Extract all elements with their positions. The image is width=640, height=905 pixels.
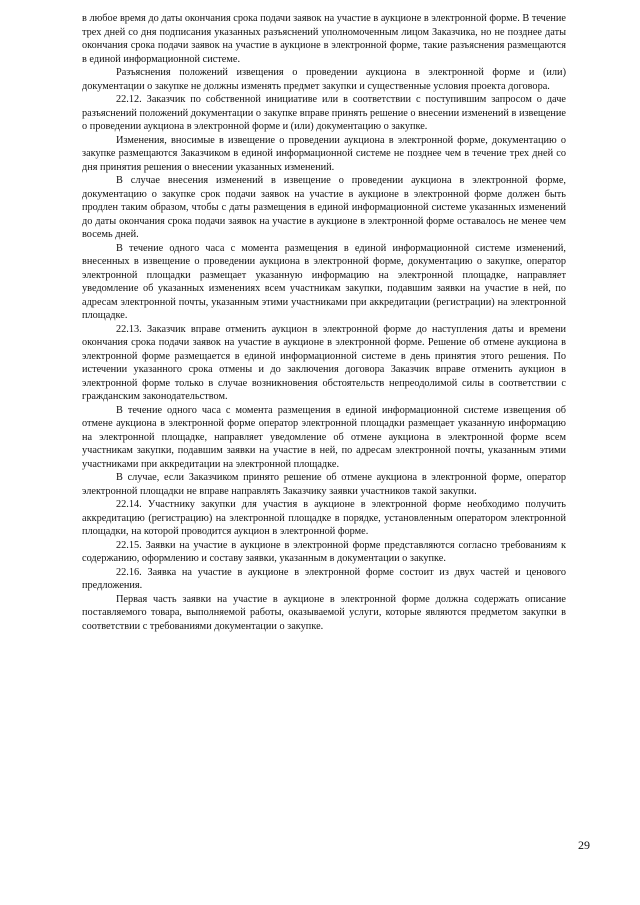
paragraph-11: 22.15. Заявки на участие в аукционе в электронной форме представляются согласно требованиям к содержанию, оформлению и составу заявки, указанным в документации о закупке.: [82, 539, 566, 564]
paragraph-13: Первая часть заявки на участие в аукционе в электронной форме должна содержать описание поставляемого товара, выполняемой работы, оказываемой услуги, которые являются предметом закупки в соответствии с требованиями документации о закупке.: [82, 593, 566, 632]
document-body: [82, 12, 566, 633]
paragraph-2: Разъяснения положений извещения о проведении аукциона в электронной форме и (или) документации о закупке не должны изменять предмет закупки и существенные условия проекта договора.: [82, 67, 566, 92]
paragraph-7: 22.13. Заказчик вправе отменить аукцион в электронной форме до наступления даты и времени окончания срока подачи заявок на участие в аукционе в электронной форме. Решение об отмене аукциона в электронной форме размещается в единой информационной системе в день принятия этого решения. По истечении указанного срока отмены и до заключения договора Заказчик вправе отменить аукцион в электронной форме только в случае возникновения обстоятельств непреодолимой силы в соответствии с гражданским законодательством.: [82, 323, 566, 402]
paragraph-1: в любое время до даты окончания срока подачи заявок на участие в аукционе в электронной форме. В течение трех дней со дня подписания указанных разъяснений уполномоченным лицом Заказчика, но не позднее даты окончания срока подачи заявок на участие в аукционе в электронной форме, такие разъяснения размещаются в единой информационной системе.: [82, 13, 566, 65]
paragraph-5: В случае внесения изменений в извещение о проведении аукциона в электронной форме, документацию о закупке срок подачи заявок на участие в аукционе в электронной форме должен быть продлен таким образом, чтобы с даты размещения в единой информационной системе указанных изменений до даты окончания срока подачи заявок на участие в аукционе в электронной форме оставалось не менее чем восемь дней.: [82, 175, 566, 240]
paragraph-12: 22.16. Заявка на участие в аукционе в электронной форме состоит из двух частей и ценового предложения.: [82, 566, 566, 591]
paragraph-4: Изменения, вносимые в извещение о проведении аукциона в электронной форме, документацию о закупке размещаются Заказчиком в единой информационной системе не позднее чем в течение трех дней со дня принятия решения о внесении указанных изменений.: [82, 134, 566, 173]
paragraph-6: В течение одного часа с момента размещения в единой информационной системе изменений, внесенных в извещение о проведении аукциона в электронной форме, документацию о закупке, оператор электронной площадки размещает указанную информацию на электронной площадке, направляет уведомление об указанных изменениях всем участникам закупки, подавшим заявки на участие в ней, по адресам электронной почты, указанным этими участниками при аккредитации (регистрации) на электронной площадке.: [82, 242, 566, 321]
paragraph-10: 22.14. Участнику закупки для участия в аукционе в электронной форме необходимо получить аккредитацию (регистрацию) на электронной площадке в порядке, установленным оператором электронной площадки, на которой проводится аукцион в электронной форме.: [82, 499, 566, 537]
paragraph-8: В течение одного часа с момента размещения в единой информационной системе извещения об отмене аукциона в электронной форме оператор электронной площадки размещает указанную информацию на электронной площадке, направляет уведомление об отмене аукциона в электронной форме всем участникам закупки, подавшим заявки на участие в ней, по адресам электронной почты, указанным этими участниками при аккредитации на электронной площадке.: [82, 404, 566, 470]
paragraph-3: 22.12. Заказчик по собственной инициативе или в соответствии с поступившим запросом о даче разъяснений положений документации о закупке вправе принять решение о внесении изменений в извещение о проведении аукциона в электронной форме и (или) документацию о закупке.: [82, 94, 566, 132]
page-number: 29: [578, 838, 590, 852]
paragraph-9: В случае, если Заказчиком принято решение об отмене аукциона в электронной форме, оператор электронной площадки не вправе направлять Заказчику заявки участников такой закупки.: [82, 472, 566, 497]
